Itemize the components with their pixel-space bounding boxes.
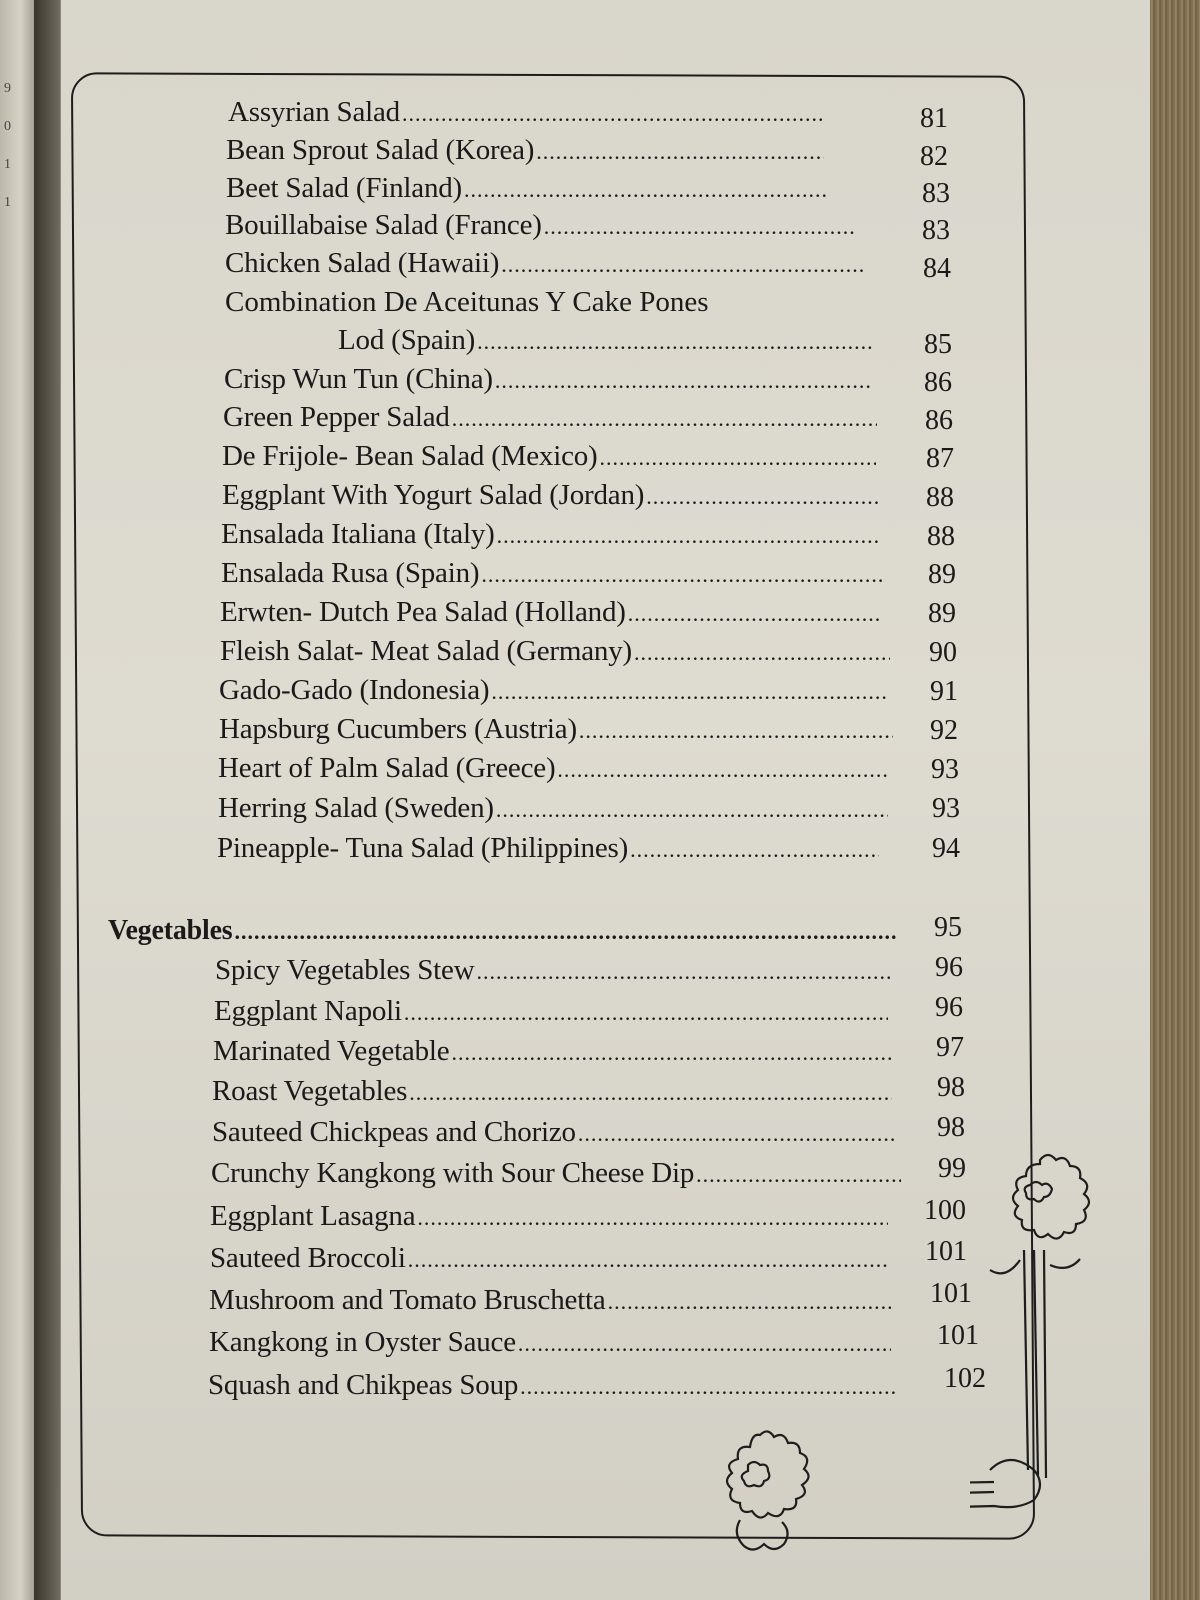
dot-leader [402, 101, 826, 127]
dot-leader [520, 1374, 896, 1400]
dot-leader [536, 139, 824, 165]
dot-leader [579, 718, 893, 744]
section-page: 95 [934, 912, 962, 943]
toc-entry [338, 324, 875, 357]
toc-entry-page: 102 [944, 1363, 986, 1394]
toc-entry-title: Eggplant Lasagna [210, 1200, 416, 1232]
dot-leader [600, 445, 876, 471]
toc-entry-title: Mushroom and Tomato Bruschetta [209, 1284, 606, 1316]
dot-leader [628, 601, 882, 627]
toc-entry-page: 87 [926, 443, 954, 474]
dot-leader [501, 252, 863, 278]
toc-entry [221, 557, 885, 590]
toc-entry-title: Crisp Wun Tun (China) [224, 363, 493, 395]
toc-entry [226, 172, 830, 205]
toc-entry-page: 90 [929, 637, 957, 668]
dot-leader [404, 1000, 888, 1026]
toc-entry-page: 83 [922, 215, 950, 246]
dot-leader [630, 837, 879, 863]
toc-entry-title: De Frijole- Bean Salad (Mexico) [222, 440, 598, 472]
toc-entry-title: Spicy Vegetables Stew [215, 954, 475, 986]
dot-leader [544, 214, 857, 240]
toc-entry-title: Ensalada Rusa (Spain) [221, 557, 480, 589]
dot-leader [634, 640, 890, 666]
toc-entry [218, 792, 890, 825]
toc-entry [214, 995, 890, 1028]
toc-entry-title: Sauteed Chickpeas and Chorizo [212, 1116, 576, 1148]
toc-entry-title: Eggplant With Yogurt Salad (Jordan) [222, 479, 645, 511]
toc-entry [224, 363, 874, 396]
dot-leader [496, 797, 888, 823]
toc-entry-title: Assyrian Salad [228, 96, 400, 128]
dot-leader [451, 1040, 891, 1066]
toc-entry-page: 81 [920, 103, 948, 134]
toc-entry-page: 88 [926, 482, 954, 513]
toc-entry [223, 401, 879, 434]
toc-section-heading [108, 915, 900, 947]
toc-entry-title: Eggplant Napoli [214, 995, 402, 1027]
toc-entry-title: Pineapple- Tuna Salad (Philippines) [217, 832, 629, 864]
toc-entry-title: Gado-Gado (Indonesia) [219, 674, 490, 706]
dot-leader [608, 1289, 891, 1315]
dot-leader [481, 562, 883, 588]
dot-leader [518, 1331, 891, 1357]
section-title: Vegetables [108, 915, 233, 946]
toc-entry-title: Green Pepper Salad [223, 401, 450, 433]
toc-entry-title: Roast Vegetables [212, 1075, 408, 1107]
toc-entry [217, 832, 881, 865]
adjacent-page-number: 1 [4, 157, 11, 172]
toc-entry-page: 101 [930, 1278, 972, 1309]
adjacent-page-number: 1 [4, 195, 11, 210]
toc-entry-page: 82 [920, 141, 948, 172]
toc-entry [215, 954, 893, 987]
toc-entry-page: 85 [924, 329, 952, 360]
toc-entry-page: 97 [936, 1032, 964, 1063]
toc-entry [219, 674, 891, 707]
toc-entry-page: 96 [935, 952, 963, 983]
toc-entry-title: Crunchy Kangkong with Sour Cheese Dip [211, 1157, 695, 1189]
toc-entry [225, 209, 859, 242]
toc-entry-page: 86 [924, 367, 952, 398]
toc-entry [210, 1242, 890, 1275]
toc-entry [226, 134, 826, 167]
dot-leader [646, 484, 880, 510]
dot-leader [497, 523, 879, 549]
toc-entry [220, 635, 892, 668]
dot-leader [408, 1247, 888, 1273]
adjacent-page-number: 0 [4, 119, 11, 134]
toc-entry [212, 1075, 894, 1108]
toc-entry-page: 93 [932, 793, 960, 824]
toc-entry-page: 89 [928, 559, 956, 590]
dot-leader [491, 679, 889, 705]
toc-entry-page: 98 [937, 1112, 965, 1143]
dot-leader [464, 177, 828, 203]
toc-entry [212, 1116, 896, 1149]
toc-entry-page: 92 [930, 715, 958, 746]
toc-entry-title: Hapsburg Cucumbers (Austria) [219, 713, 577, 745]
toc-entry-page: 84 [923, 253, 951, 284]
toc-entry-page: 101 [937, 1320, 979, 1351]
toc-entry [225, 247, 865, 280]
dot-leader [476, 959, 891, 985]
toc-entry-title: Squash and Chikpeas Soup [208, 1369, 519, 1401]
toc-entry [221, 518, 881, 551]
toc-entry [219, 713, 895, 746]
adjacent-page-number: 9 [4, 81, 11, 96]
toc-entry-page: 94 [932, 833, 960, 864]
toc-entry-page: 93 [931, 754, 959, 785]
dot-leader [495, 368, 872, 394]
toc-entry-title: Combination De Aceitunas Y Cake Pones [225, 286, 709, 318]
dot-leader [557, 757, 888, 783]
dot-leader [477, 329, 873, 355]
toc-entry-page: 86 [925, 405, 953, 436]
dot-leader [417, 1205, 888, 1231]
dot-leader [452, 406, 877, 432]
toc-entry-continuation: Lod (Spain) [338, 324, 476, 356]
dot-leader [409, 1080, 892, 1106]
dot-leader [696, 1162, 901, 1188]
toc-entry-title: Beet Salad (Finland) [226, 172, 463, 204]
toc-entry-title: Fleish Salat- Meat Salad (Germany) [220, 635, 632, 667]
toc-entry [208, 1369, 898, 1402]
toc-entry-title: Herring Salad (Sweden) [218, 792, 494, 824]
toc-entry [211, 1157, 903, 1190]
toc-entry-title: Bean Sprout Salad (Korea) [226, 134, 535, 166]
toc-entry-page: 100 [924, 1195, 966, 1226]
toc-entry [213, 1035, 893, 1068]
toc-entry-title: Ensalada Italiana (Italy) [221, 518, 495, 550]
toc-entry [209, 1284, 893, 1317]
dot-leader [578, 1121, 894, 1147]
toc-entry-page: 83 [922, 178, 950, 209]
toc-entry [222, 440, 878, 473]
toc-entry-title: Marinated Vegetable [213, 1035, 450, 1067]
toc-entry [218, 752, 890, 785]
toc-entry-title: Sauteed Broccoli [210, 1242, 406, 1274]
toc-entry-page: 89 [928, 598, 956, 629]
toc-entry [222, 479, 882, 512]
toc-entry [228, 96, 828, 129]
toc-entry-title: Chicken Salad (Hawaii) [225, 247, 500, 279]
toc-entry-title: Kangkong in Oyster Sauce [209, 1326, 516, 1358]
toc-entry-page: 96 [935, 992, 963, 1023]
toc-entry [209, 1326, 893, 1359]
toc-entry-title: Erwten- Dutch Pea Salad (Holland) [220, 596, 626, 628]
toc-entry-page: 98 [937, 1072, 965, 1103]
toc-entry [210, 1200, 890, 1233]
toc-entry-page: 101 [925, 1236, 967, 1267]
dot-leader [235, 919, 898, 945]
toc-entry [220, 596, 884, 629]
toc-entry-title: Heart of Palm Salad (Greece) [218, 752, 556, 784]
toc-entry-page: 91 [930, 676, 958, 707]
toc-entry-page: 88 [927, 521, 955, 552]
toc-entry-title: Bouillabaise Salad (France) [225, 209, 542, 241]
toc-entry-page: 99 [938, 1153, 966, 1184]
